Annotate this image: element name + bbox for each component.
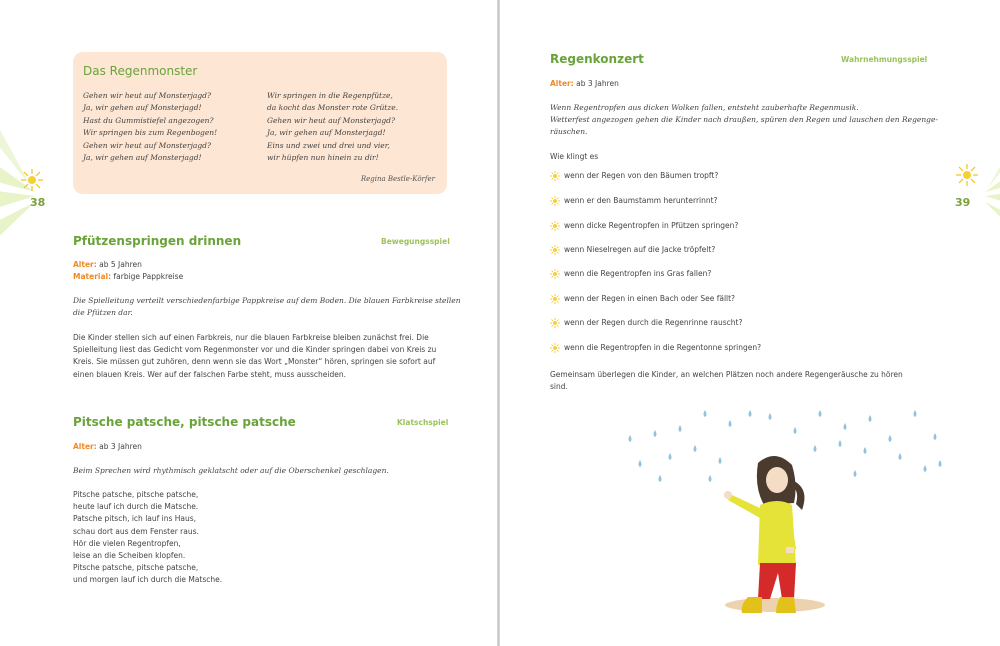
question-text: wenn die Regentropfen in die Regentonne springen? (564, 343, 762, 352)
sun-bullet-icon (550, 269, 560, 279)
text-line: Die Kinder stellen sich auf einen Farbkreis, nur die blauen Farbkreise bleiben zunächst frei. Die (73, 333, 429, 342)
poem-box (73, 52, 447, 194)
text-line: Wenn Regentropfen aus dicken Wolken fallen, entsteht zauberhafte Regenmusik. (550, 103, 859, 112)
question-text: wenn Nieselregen auf die Jacke tröpfelt? (564, 245, 716, 254)
text-line: einen blauen Kreis. Wer auf der falschen Farbe steht, muss ausscheiden. (73, 369, 346, 379)
page-number: 38 (30, 196, 46, 209)
verse-line: heute lauf ich durch die Matsche. (73, 502, 199, 512)
verse-line: Patsche pitsch, ich lauf ins Haus, (73, 514, 197, 524)
text-line: sind. (550, 382, 568, 392)
sun-icon (20, 168, 44, 192)
age-label: Alter: (73, 442, 97, 451)
poem-line: Ja, wir gehen auf Monsterjagd! (83, 103, 202, 113)
girl-figure (724, 456, 804, 613)
sun-bullet-icon (550, 245, 560, 255)
verse-line: Hör die vielen Regentropfen, (73, 538, 181, 548)
poem-line: da kocht das Monster rote Grütze. (267, 103, 399, 113)
section-type: Bewegungsspiel (381, 237, 450, 246)
section-intro (73, 295, 461, 319)
question-text: wenn der Regen in einen Bach oder See fällt? (564, 294, 736, 303)
age-value: ab 3 Jahren (99, 442, 142, 451)
list-item (550, 343, 761, 357)
sun-bullet-icon (550, 196, 560, 206)
poem-line: Ja, wir gehen auf Monsterjagd! (267, 128, 386, 138)
text-line: Wetterfest angezogen gehen die Kinder nach draußen, spüren den Regen und lauschen den Regenge- (550, 115, 938, 125)
poem-column-2 (267, 90, 398, 164)
text-line: Beim Sprechen wird rhythmisch geklatscht oder auf die Oberschenkel geschlagen. (73, 466, 389, 475)
section-title: Pitsche patsche, pitsche patsche (73, 415, 296, 429)
verse-line: schau dort aus dem Fenster raus. (73, 526, 199, 536)
text-line: räuschen. (550, 127, 588, 137)
poem-line: wir hüpfen nun hinein zu dir! (267, 153, 379, 163)
list-item (550, 171, 718, 185)
question-text: wenn der Regen durch die Regenrinne rauscht? (564, 318, 743, 327)
list-item (550, 245, 715, 259)
section-meta (73, 259, 183, 283)
verse-line: und morgen lauf ich durch die Matsche. (73, 575, 223, 585)
verse (73, 489, 222, 587)
poem-line: Ja, wir gehen auf Monsterjagd! (83, 153, 202, 163)
section-title: Pfützenspringen drinnen (73, 234, 242, 248)
text-line: die Pfützen dar. (73, 308, 133, 318)
list-item (550, 196, 718, 210)
girl-in-rain-illustration (600, 405, 950, 640)
poem-column-1 (83, 90, 217, 164)
verse-line: leise an die Scheiben klopfen. (73, 551, 186, 561)
section-intro (550, 102, 938, 139)
list-item (550, 318, 742, 332)
question-text: wenn er den Baumstamm herunterrinnt? (564, 196, 718, 205)
poem-line: Hast du Gummistiefel angezogen? (83, 115, 214, 125)
question-text: wenn der Regen von den Bäumen tropft? (564, 171, 719, 180)
section-meta (550, 78, 619, 90)
age-value: ab 5 Jahren (99, 260, 142, 269)
material-value: farbige Pappkreise (113, 272, 184, 281)
list-item (550, 221, 738, 235)
age-label: Alter: (73, 260, 97, 269)
sun-bullet-icon (550, 221, 560, 231)
list-item (550, 269, 711, 283)
section-type: Klatschspiel (397, 418, 449, 427)
sun-bullet-icon (550, 171, 560, 181)
sun-icon (955, 163, 979, 187)
question-text: wenn dicke Regentropfen in Pfützen springen? (564, 221, 739, 230)
poem-line: Gehen wir heut auf Monsterjagd? (83, 140, 211, 150)
verse-line: Pitsche patsche, pitsche patsche, (73, 563, 199, 573)
text-line: Spielleitung liest das Gedicht vom Regenmonster vor und die Kinder springen dabei von Kreis zu (73, 345, 437, 355)
material-label: Material: (73, 272, 112, 281)
question-text: wenn die Regentropfen ins Gras fallen? (564, 269, 712, 278)
section-type: Wahrnehmungsspiel (841, 55, 928, 64)
sun-bullet-icon (550, 294, 560, 304)
sun-bullet-icon (550, 318, 560, 328)
poem-line: Wir springen in die Regenpfütze, (267, 91, 393, 100)
section-intro (73, 465, 389, 477)
poem-line: Eins und zwei und drei und vier, (267, 140, 390, 150)
closing-paragraph (550, 369, 903, 393)
poem-line: Gehen wir heut auf Monsterjagd? (83, 91, 211, 100)
list-item (550, 294, 735, 308)
age-value: ab 3 Jahren (576, 79, 619, 88)
text-line: Wie klingt es (550, 152, 599, 161)
poem-line: Gehen wir heut auf Monsterjagd? (267, 115, 395, 125)
section-title: Regenkonzert (550, 52, 644, 66)
page-number: 39 (955, 196, 971, 209)
sun-bullet-icon (550, 343, 560, 353)
text-line: Gemeinsam überlegen die Kinder, an welchen Plätzen noch andere Regengeräusche zu hören (550, 370, 903, 379)
poem-line: Wir springen bis zum Regenbogen! (83, 128, 218, 138)
text-line: Kreis. Sie müssen gut zuhören, denn wenn sie das Wort „Monster“ hören, springen sie sofort auf (73, 357, 436, 367)
text-line: Die Spielleitung verteilt verschiedenfarbige Pappkreise auf dem Boden. Die blauen Farbkreise stellen (73, 296, 461, 305)
poem-author: Regina Bestle-Körfer (360, 175, 435, 183)
section-meta (73, 441, 142, 453)
age-label: Alter: (550, 79, 574, 88)
poem-title: Das Regenmonster (83, 64, 198, 78)
section-body (73, 332, 436, 381)
verse-line: Pitsche patsche, pitsche patsche, (73, 490, 199, 499)
question-lead (550, 151, 598, 163)
